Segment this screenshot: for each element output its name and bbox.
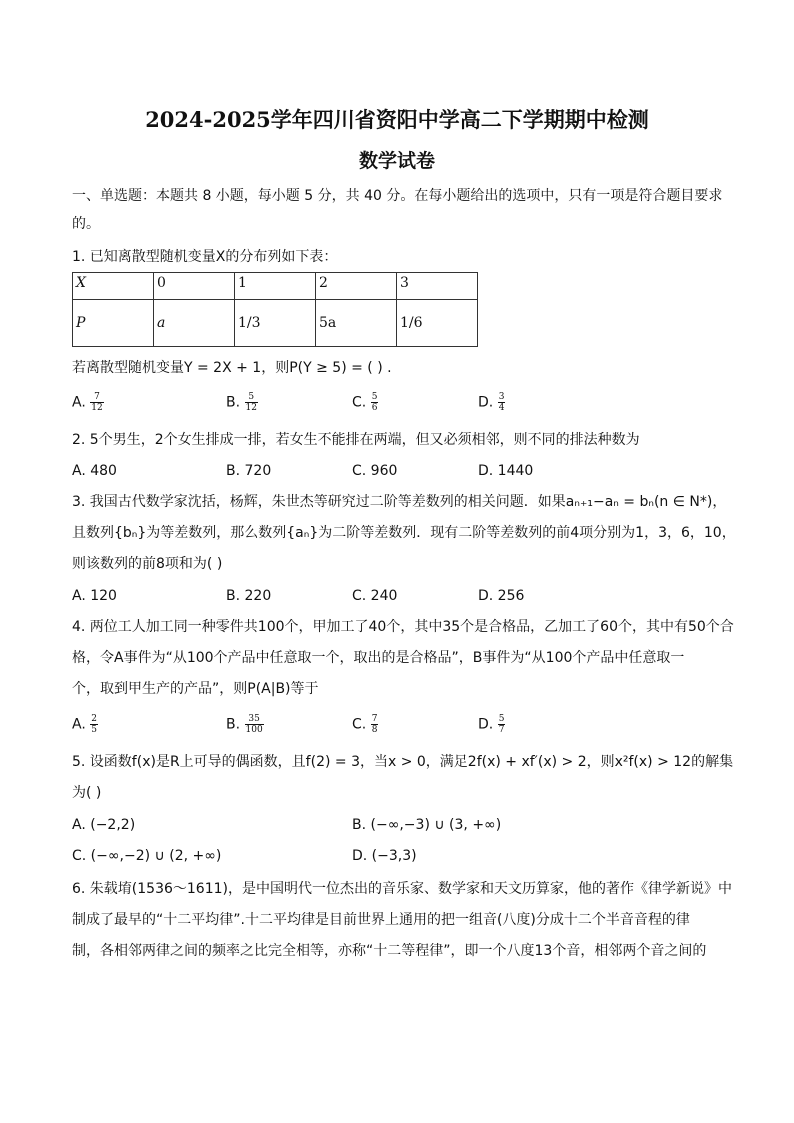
q4-option-c: C. $\frac{7}{8}$ [352, 714, 378, 735]
q3-line3: 则该数列的前8项和为( ) [72, 556, 223, 572]
q4-line1: 4. 两位工人加工同一种零件共100个，甲加工了40个，其中35个是合格品，乙加工了60个，其中有50个合 [72, 619, 734, 635]
q1-option-b: B. $\frac{5}{12}$ [226, 392, 257, 413]
table-cell: 1/3 [235, 300, 316, 347]
q5-option-c: C. (−∞,−2) ∪ (2, +∞) [72, 848, 222, 864]
q3-line1: 3. 我国古代数学家沈括，杨辉，朱世杰等研究过二阶等差数列的相关问题．如果aₙ₊₁−aₙ = bₙ(n ∈ N*)， [72, 494, 727, 510]
q6-line1: 6. 朱载堉(1536～1611)，是中国明代一位杰出的音乐家、数学家和天文历算家，他的著作《律学新说》中 [72, 881, 732, 897]
q4-option-b: B. $\frac{35}{100}$ [226, 714, 263, 735]
q3-option-d: D. 256 [478, 588, 525, 604]
fraction: $\frac{7}{12}$ [91, 392, 103, 413]
q2-option-d: D. 1440 [478, 463, 534, 479]
q1-distribution-table [72, 272, 478, 347]
fraction: $\frac{35}{100}$ [245, 714, 263, 735]
q6-line3: 制，各相邻两律之间的频率之比完全相等，亦称“十二等程律”，即一个八度13个音，相邻两个音之间的 [72, 943, 707, 959]
q3-line2: 且数列{bₙ}为等差数列，那么数列{aₙ}为二阶等差数列．现有二阶等差数列的前4项分别为1，3，6，10， [72, 525, 736, 541]
q1-option-a: A. $\frac{7}{12}$ [72, 392, 103, 413]
fraction: $\frac{7}{8}$ [371, 714, 378, 735]
table-cell: X [73, 273, 154, 300]
q6-line2: 制成了最早的“十二平均律”.十二平均律是目前世界上通用的把一组音(八度)分成十二个半音音程的律 [72, 912, 690, 928]
section-heading-line1: 一、单选题：本题共 8 小题，每小题 5 分，共 40 分。在每小题给出的选项中，只有一项是符合题目要求 [72, 188, 723, 204]
table-cell: a [154, 300, 235, 347]
q1-ask: 若离散型随机变量Y = 2X + 1，则P(Y ≥ 5) = ( ) . [72, 360, 392, 376]
q1-option-c: C. $\frac{5}{6}$ [352, 392, 378, 413]
exam-subtitle: 数学试卷 [358, 150, 435, 172]
q5-option-d: D. (−3,3) [352, 848, 417, 864]
table-cell: 1 [235, 273, 316, 300]
fraction: $\frac{5}{6}$ [371, 392, 378, 413]
q5-option-b: B. (−∞,−3) ∪ (3, +∞) [352, 817, 502, 833]
table-row [73, 273, 478, 300]
table-row [73, 300, 478, 347]
table-cell: 3 [397, 273, 478, 300]
q2-option-b: B. 720 [226, 463, 272, 479]
table-cell: P [73, 300, 154, 347]
q2-option-c: C. 960 [352, 463, 398, 479]
exam-title: 2024-2025学年四川省资阳中学高二下学期期中检测 [145, 107, 649, 132]
q5-option-a: A. (−2,2) [72, 817, 136, 833]
fraction: $\frac{2}{5}$ [91, 714, 97, 735]
q4-option-d: D. $\frac{5}{7}$ [478, 714, 505, 735]
section-heading-line2: 的。 [72, 216, 100, 232]
q3-option-b: B. 220 [226, 588, 272, 604]
q5-line1: 5. 设函数f(x)是R上可导的偶函数，且f(2) = 3，当x > 0，满足2f(x) + xf′(x) > 2，则x²f(x) > 12的解集 [72, 754, 734, 770]
q4-line3: 个，取到甲生产的产品”，则P(A|B)等于 [72, 681, 319, 697]
fraction: $\frac{5}{12}$ [245, 392, 257, 413]
q4-line2: 格，令A事件为“从100个产品中任意取一个，取出的是合格品”，B事件为“从100个产品中任意取一 [72, 650, 685, 666]
q2-option-a: A. 480 [72, 463, 117, 479]
q1-stem: 1. 已知离散型随机变量X的分布列如下表： [72, 249, 338, 265]
table-cell: 1/6 [397, 300, 478, 347]
q5-line2: 为( ) [72, 785, 102, 801]
table-cell: 0 [154, 273, 235, 300]
table-cell: 2 [316, 273, 397, 300]
q4-option-a: A. $\frac{2}{5}$ [72, 714, 97, 735]
table-cell: 5a [316, 300, 397, 347]
q2-stem: 2. 5个男生，2个女生排成一排，若女生不能排在两端，但又必须相邻，则不同的排法种数为 [72, 432, 640, 448]
q3-option-a: A. 120 [72, 588, 117, 604]
q1-option-d: D. $\frac{3}{4}$ [478, 392, 505, 413]
q3-option-c: C. 240 [352, 588, 398, 604]
fraction: $\frac{3}{4}$ [498, 392, 505, 413]
fraction: $\frac{5}{7}$ [498, 714, 505, 735]
